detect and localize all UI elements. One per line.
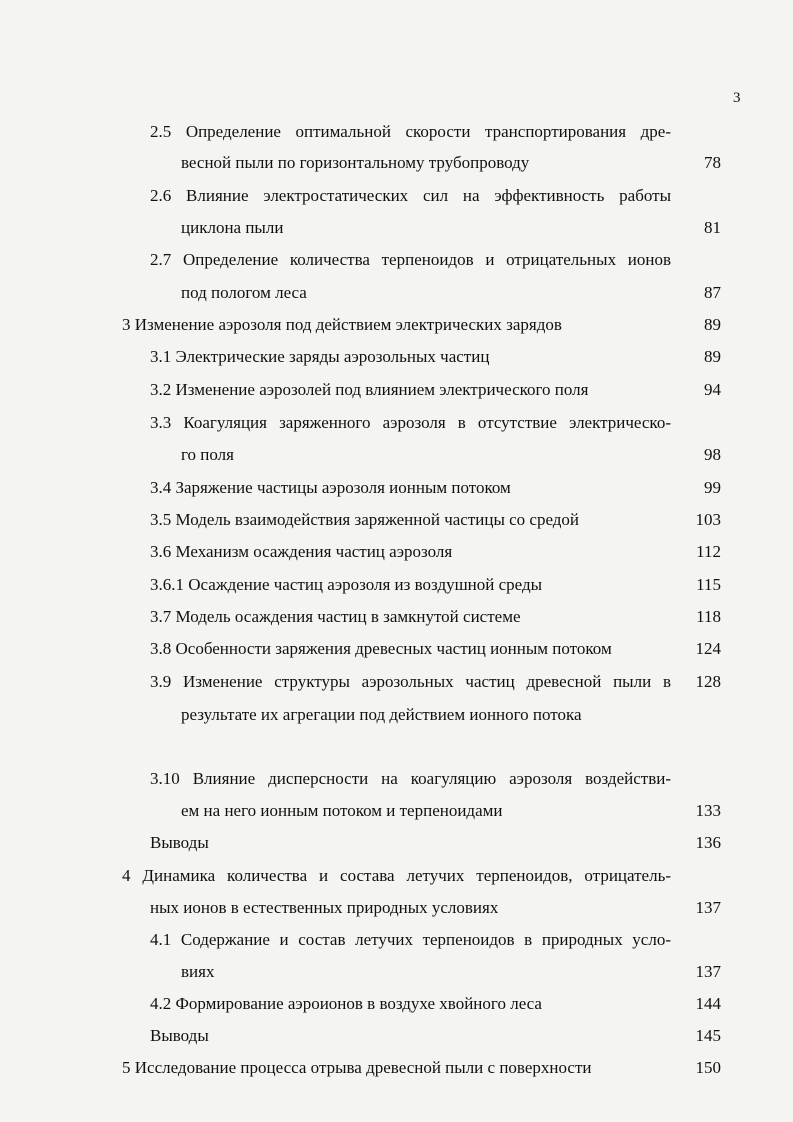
toc-line: 3.10 Влияние дисперсности на коагуляцию аэрозоля воздействи- bbox=[150, 769, 671, 788]
toc-line: 3.7 Модель осаждения частиц в замкнутой системе bbox=[150, 607, 521, 626]
toc-line: 3.6.1 Осаждение частиц аэрозоля из воздушной среды bbox=[150, 575, 543, 594]
toc-page: 112 bbox=[696, 542, 721, 561]
toc-line: под пологом леса bbox=[181, 283, 307, 302]
toc-line: 2.7 Определение количества терпеноидов и отрицательных ионов bbox=[150, 250, 671, 269]
toc-line: виях bbox=[181, 962, 215, 981]
toc-line: ем на него ионным потоком и терпеноидами bbox=[181, 801, 503, 820]
toc-page: 115 bbox=[696, 575, 721, 594]
toc-page: 133 bbox=[695, 801, 721, 820]
toc-page: 99 bbox=[704, 478, 721, 497]
toc-line: 2.5 Определение оптимальной скорости транспортирования дре- bbox=[150, 122, 671, 141]
toc-line: 3.1 Электрические заряды аэрозольных частиц bbox=[150, 347, 490, 366]
toc-page: 118 bbox=[696, 607, 721, 626]
toc-page: 89 bbox=[704, 315, 721, 334]
toc-line: 3 Изменение аэрозоля под действием электрических зарядов bbox=[122, 315, 562, 334]
toc-line: 4.2 Формирование аэроионов в воздухе хвойного леса bbox=[150, 994, 542, 1013]
page-number: 3 bbox=[733, 90, 741, 106]
toc-line: 2.6 Влияние электростатических сил на эффективность работы bbox=[150, 186, 671, 205]
toc-page: 144 bbox=[695, 994, 721, 1013]
toc-page: 137 bbox=[695, 898, 721, 917]
toc-line: Выводы bbox=[150, 1026, 209, 1045]
toc-line: 3.5 Модель взаимодействия заряженной частицы со средой bbox=[150, 510, 580, 529]
toc-page: 98 bbox=[704, 445, 721, 464]
toc-page: 87 bbox=[704, 283, 721, 302]
toc-page: 145 bbox=[695, 1026, 721, 1045]
toc-line: 5 Исследование процесса отрыва древесной пыли с поверхности bbox=[122, 1058, 592, 1077]
toc-line: 3.8 Особенности заряжения древесных частиц ионным потоком bbox=[150, 639, 612, 658]
toc-line: 3.3 Коагуляция заряженного аэрозоля в отсутствие электрическо- bbox=[150, 413, 671, 432]
toc-page: 150 bbox=[695, 1058, 721, 1077]
toc-line: 3.9 Изменение структуры аэрозольных частиц древесной пыли в bbox=[150, 672, 671, 691]
toc-line: го поля bbox=[181, 445, 234, 464]
toc-page: 136 bbox=[695, 833, 721, 852]
toc-line: результате их агрегации под действием ионного потока bbox=[181, 705, 582, 724]
toc-page: 94 bbox=[704, 380, 721, 399]
toc-line: 4 Динамика количества и состава летучих терпеноидов, отрицатель- bbox=[122, 866, 671, 885]
toc-line: 3.6 Механизм осаждения частиц аэрозоля bbox=[150, 542, 453, 561]
toc-line: 4.1 Содержание и состав летучих терпеноидов в природных усло- bbox=[150, 930, 671, 949]
toc-page: 103 bbox=[695, 510, 721, 529]
toc-line: циклона пыли bbox=[181, 218, 284, 237]
toc-page: 78 bbox=[704, 153, 721, 172]
toc-line: Выводы bbox=[150, 833, 209, 852]
toc-line: ных ионов в естественных природных условиях bbox=[150, 898, 499, 917]
toc-page: 81 bbox=[704, 218, 721, 237]
toc-page: 124 bbox=[695, 639, 721, 658]
toc-line: 3.2 Изменение аэрозолей под влиянием электрического поля bbox=[150, 380, 589, 399]
toc-line: 3.4 Заряжение частицы аэрозоля ионным потоком bbox=[150, 478, 511, 497]
toc-page: 89 bbox=[704, 347, 721, 366]
toc-line: весной пыли по горизонтальному трубопроводу bbox=[181, 153, 530, 172]
toc-page: 128 bbox=[695, 672, 721, 691]
toc-page: 137 bbox=[695, 962, 721, 981]
